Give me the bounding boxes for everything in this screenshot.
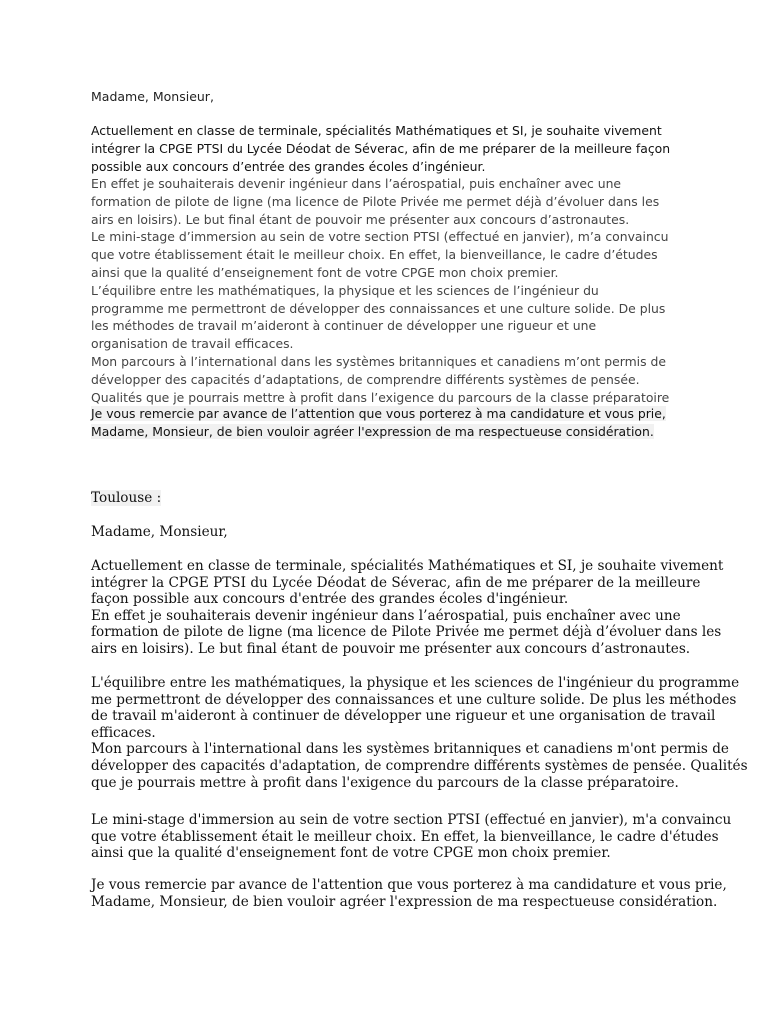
paragraph-intro-2 — [91, 558, 723, 658]
text-line: En effet je souhaiterais devenir ingénieur dans l’aérospatial, puis enchaîner avec une — [91, 607, 681, 624]
text-line: intégrer la CPGE PTSI du Lycée Déodat de Séverac, afin de me préparer de la meilleure façon — [91, 140, 671, 156]
paragraph-curriculum-2 — [91, 675, 748, 791]
text-line: Mon parcours à l’international dans les systèmes britanniques et canadiens m’ont permis de — [91, 353, 666, 369]
place-label: Toulouse : — [91, 490, 162, 506]
paragraph-internship-2 — [91, 812, 731, 862]
text-line: Je vous remercie par avance de l'attention que vous porterez à ma candidature et vous prie, — [91, 877, 727, 893]
text-line: Madame, Monsieur, de bien vouloir agréer l'expression de ma respectueuse considération. — [91, 423, 654, 439]
text-line: que votre établissement était le meilleur choix. En effet, la bienveillance, le cadre d'études — [91, 828, 719, 845]
text-line: que votre établissement était le meilleur choix. En effet, la bienveillance, le cadre d’études — [91, 247, 658, 263]
text-line: ainsi que la qualité d’enseignement font de votre CPGE mon choix premier. — [91, 264, 559, 280]
text-line: Madame, Monsieur, de bien vouloir agréer l'expression de ma respectueuse considération. — [91, 893, 718, 910]
letter-section-2 — [91, 0, 748, 1024]
text-line: Le mini-stage d'immersion au sein de votre section PTSI (effectué en janvier), m'a convaincu — [91, 812, 732, 828]
text-line: les méthodes de travail m’aideront à continuer de développer une rigueur et une — [91, 318, 597, 334]
text-line: intégrer la CPGE PTSI du Lycée Déodat de Séverac, afin de me préparer de la meilleure — [91, 574, 701, 591]
text-line: Le mini-stage d’immersion au sein de votre section PTSI (effectué en janvier), m’a convaincu — [91, 229, 669, 245]
text-line: L'équilibre entre les mathématiques, la physique et les sciences de l'ingénieur du programme — [91, 675, 740, 691]
text-line: En effet je souhaiterais devenir ingénieur dans l’aérospatial, puis enchaîner avec une — [91, 176, 622, 191]
text-line: formation de pilote de ligne (ma licence de Pilote Privée me permet déjà d’évoluer dans les — [91, 624, 722, 641]
greeting-2: Madame, Monsieur, — [91, 524, 228, 540]
text-line: airs en loisirs). Le but final étant de pouvoir me présenter aux concours d’astronautes. — [91, 640, 691, 657]
text-line: me permettront de développer des connaissances et une culture solide. De plus les méthodes — [91, 691, 737, 708]
text-line: de travail m'aideront à continuer de développer une rigueur et une organisation de travail — [91, 708, 716, 725]
text-line: programme me permettront de développer des connaissances et une culture solide. De plus — [91, 300, 666, 316]
paragraph-closing-2 — [91, 877, 727, 910]
text-line: développer des capacités d’adaptations, de comprendre différents systèmes de pensée. — [91, 371, 640, 387]
text-line: possible aux concours d’entrée des grandes écoles d’ingénieur. — [91, 158, 486, 174]
text-line: L’équilibre entre les mathématiques, la physique et les sciences de l’ingénieur du — [91, 282, 599, 298]
text-line: façon possible aux concours d'entrée des grandes écoles d'ingénieur. — [91, 591, 569, 608]
text-line: Qualités que je pourrais mettre à profit dans l’exigence du parcours de la classe préparatoire — [91, 389, 670, 405]
text-line: Je vous remercie par avance de l’attention que vous porterez à ma candidature et vous prie, — [91, 406, 666, 421]
text-line: Mon parcours à l'international dans les systèmes britanniques et canadiens m'ont permis de — [91, 741, 729, 758]
text-line: airs en loisirs). Le but final étant de pouvoir me présenter aux concours d’astronautes. — [91, 211, 630, 227]
text-line: développer des capacités d'adaptation, de comprendre différents systèmes de pensée. Qualités — [91, 757, 748, 774]
greeting-1: Madame, Monsieur, — [91, 89, 214, 104]
text-line: organisation de travail efficaces. — [91, 336, 294, 352]
text-line: Actuellement en classe de terminale, spécialités Mathématiques et SI, je souhaite vivement — [91, 558, 724, 574]
text-line: que je pourrais mettre à profit dans l'exigence du parcours de la classe préparatoire. — [91, 774, 679, 791]
text-line: efficaces. — [91, 724, 156, 741]
text-line: Actuellement en classe de terminale, spécialités Mathématiques et SI, je souhaite vivement — [91, 123, 662, 138]
text-line: formation de pilote de ligne (ma licence de Pilote Privée me permet déjà d’évoluer dans les — [91, 193, 660, 209]
text-line: ainsi que la qualité d'enseignement font de votre CPGE mon choix premier. — [91, 845, 611, 862]
